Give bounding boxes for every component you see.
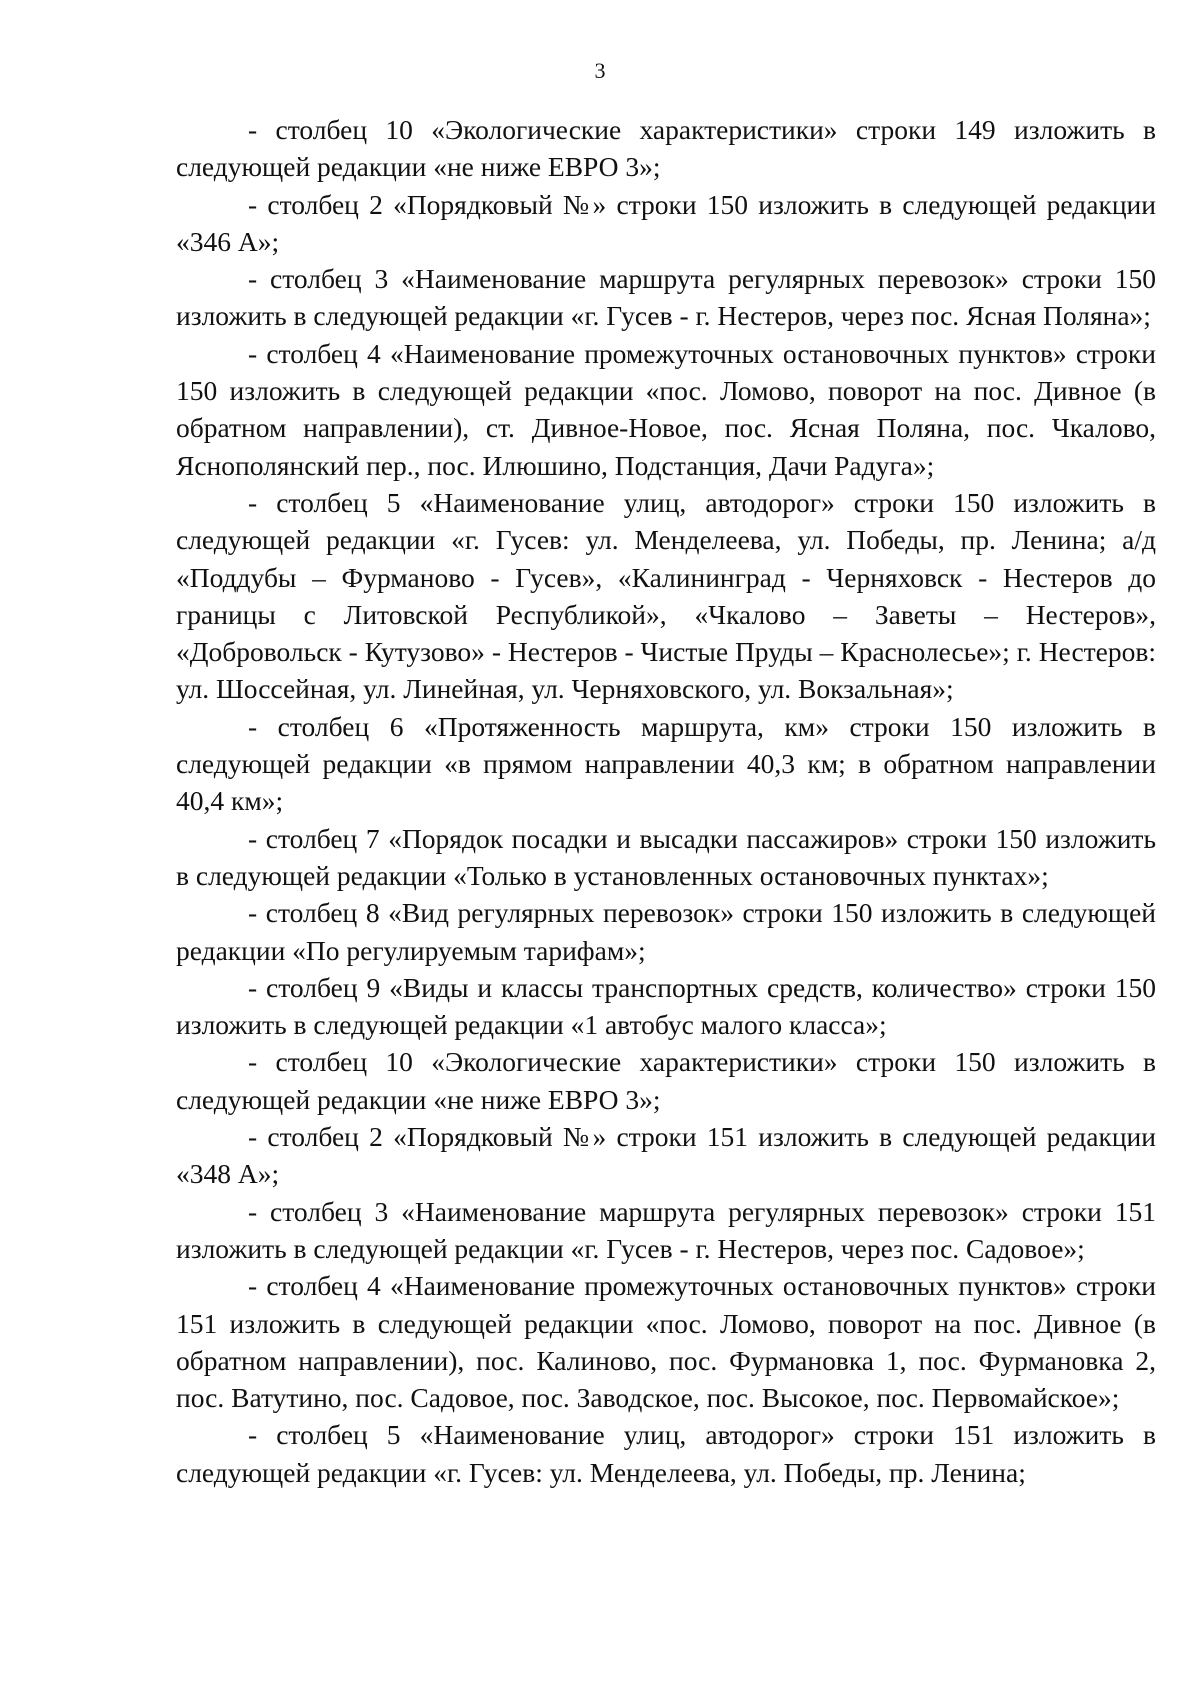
paragraph: - столбец 10 «Экологические характеристики» строки 150 изложить в следующей редакции «не ниже ЕВРО 3»; [176, 1046, 1156, 1115]
paragraph: - столбец 5 «Наименование улиц, автодорог» строки 151 изложить в следующей редакции «г. Гусев: ул. Менделеева, ул. Победы, пр. Ленина; [176, 1419, 1156, 1488]
paragraph: - столбец 4 «Наименование промежуточных остановочных пунктов» строки 150 изложить в следующей редакции «пос. Ломово, поворот на пос. Дивное (в обратном направлении), ст. Дивное-Новое, пос. Ясная Поляна, пос. Чкалово, Яснополянский пер., пос. Илюшино, Подстанция, Дачи Радуга»; [176, 337, 1156, 481]
paragraph: - столбец 8 «Вид регулярных перевозок» строки 150 изложить в следующей редакции «По регулируемым тарифам»; [176, 897, 1156, 966]
document-body [176, 111, 1156, 1491]
paragraph: - столбец 2 «Порядковый №» строки 151 изложить в следующей редакции «348 А»; [176, 1121, 1156, 1190]
paragraph: - столбец 10 «Экологические характеристики» строки 149 изложить в следующей редакции «не ниже ЕВРО 3»; [176, 114, 1156, 183]
page-number: 3 [594, 58, 606, 83]
paragraph: - столбец 9 «Виды и классы транспортных средств, количество» строки 150 изложить в следующей редакции «1 автобус малого класса»; [176, 971, 1156, 1041]
paragraph: - столбец 4 «Наименование промежуточных остановочных пунктов» строки 151 изложить в следующей редакции «пос. Ломово, поворот на пос. Дивное (в обратном направлении), пос. Калиново, пос. Фурмановка 1, пос. Фурмановка 2, пос. Ватутино, пос. Садовое, пос. Заводское, пос. Высокое, пос. Первомайское»; [176, 1270, 1156, 1414]
paragraph: - столбец 2 «Порядковый №» строки 150 изложить в следующей редакции «346 А»; [176, 188, 1156, 257]
paragraph: - столбец 6 «Протяженность маршрута, км» строки 150 изложить в следующей редакции «в прямом направлении 40,3 км; в обратном направлении 40,4 км»; [176, 710, 1156, 817]
paragraph: - столбец 7 «Порядок посадки и высадки пассажиров» строки 150 изложить в следующей редакции «Только в установленных остановочных пунктах»; [176, 822, 1156, 891]
paragraph: - столбец 3 «Наименование маршрута регулярных перевозок» строки 151 изложить в следующей редакции «г. Гусев - г. Нестеров, через пос. Садовое»; [176, 1195, 1156, 1264]
paragraph: - столбец 5 «Наименование улиц, автодорог» строки 150 изложить в следующей редакции «г. Гусев: ул. Менделеева, ул. Победы, пр. Ленина; а/д «Поддубы – Фурманово - Гусев», «Калининград - Черняховск - Нестеров до границы с Литовской Республикой», «Чкалово – Заветы – Нестеров», «Добровольск - Кутузово» - Нестеров - Чистые Пруды – Краснолесье»; г. Нестеров: ул. Шоссейная, ул. Линейная, ул. Черняховского, ул. Вокзальная»; [176, 486, 1156, 705]
paragraph: - столбец 3 «Наименование маршрута регулярных перевозок» строки 150 изложить в следующей редакции «г. Гусев - г. Нестеров, через пос. Ясная Поляна»; [176, 263, 1156, 332]
